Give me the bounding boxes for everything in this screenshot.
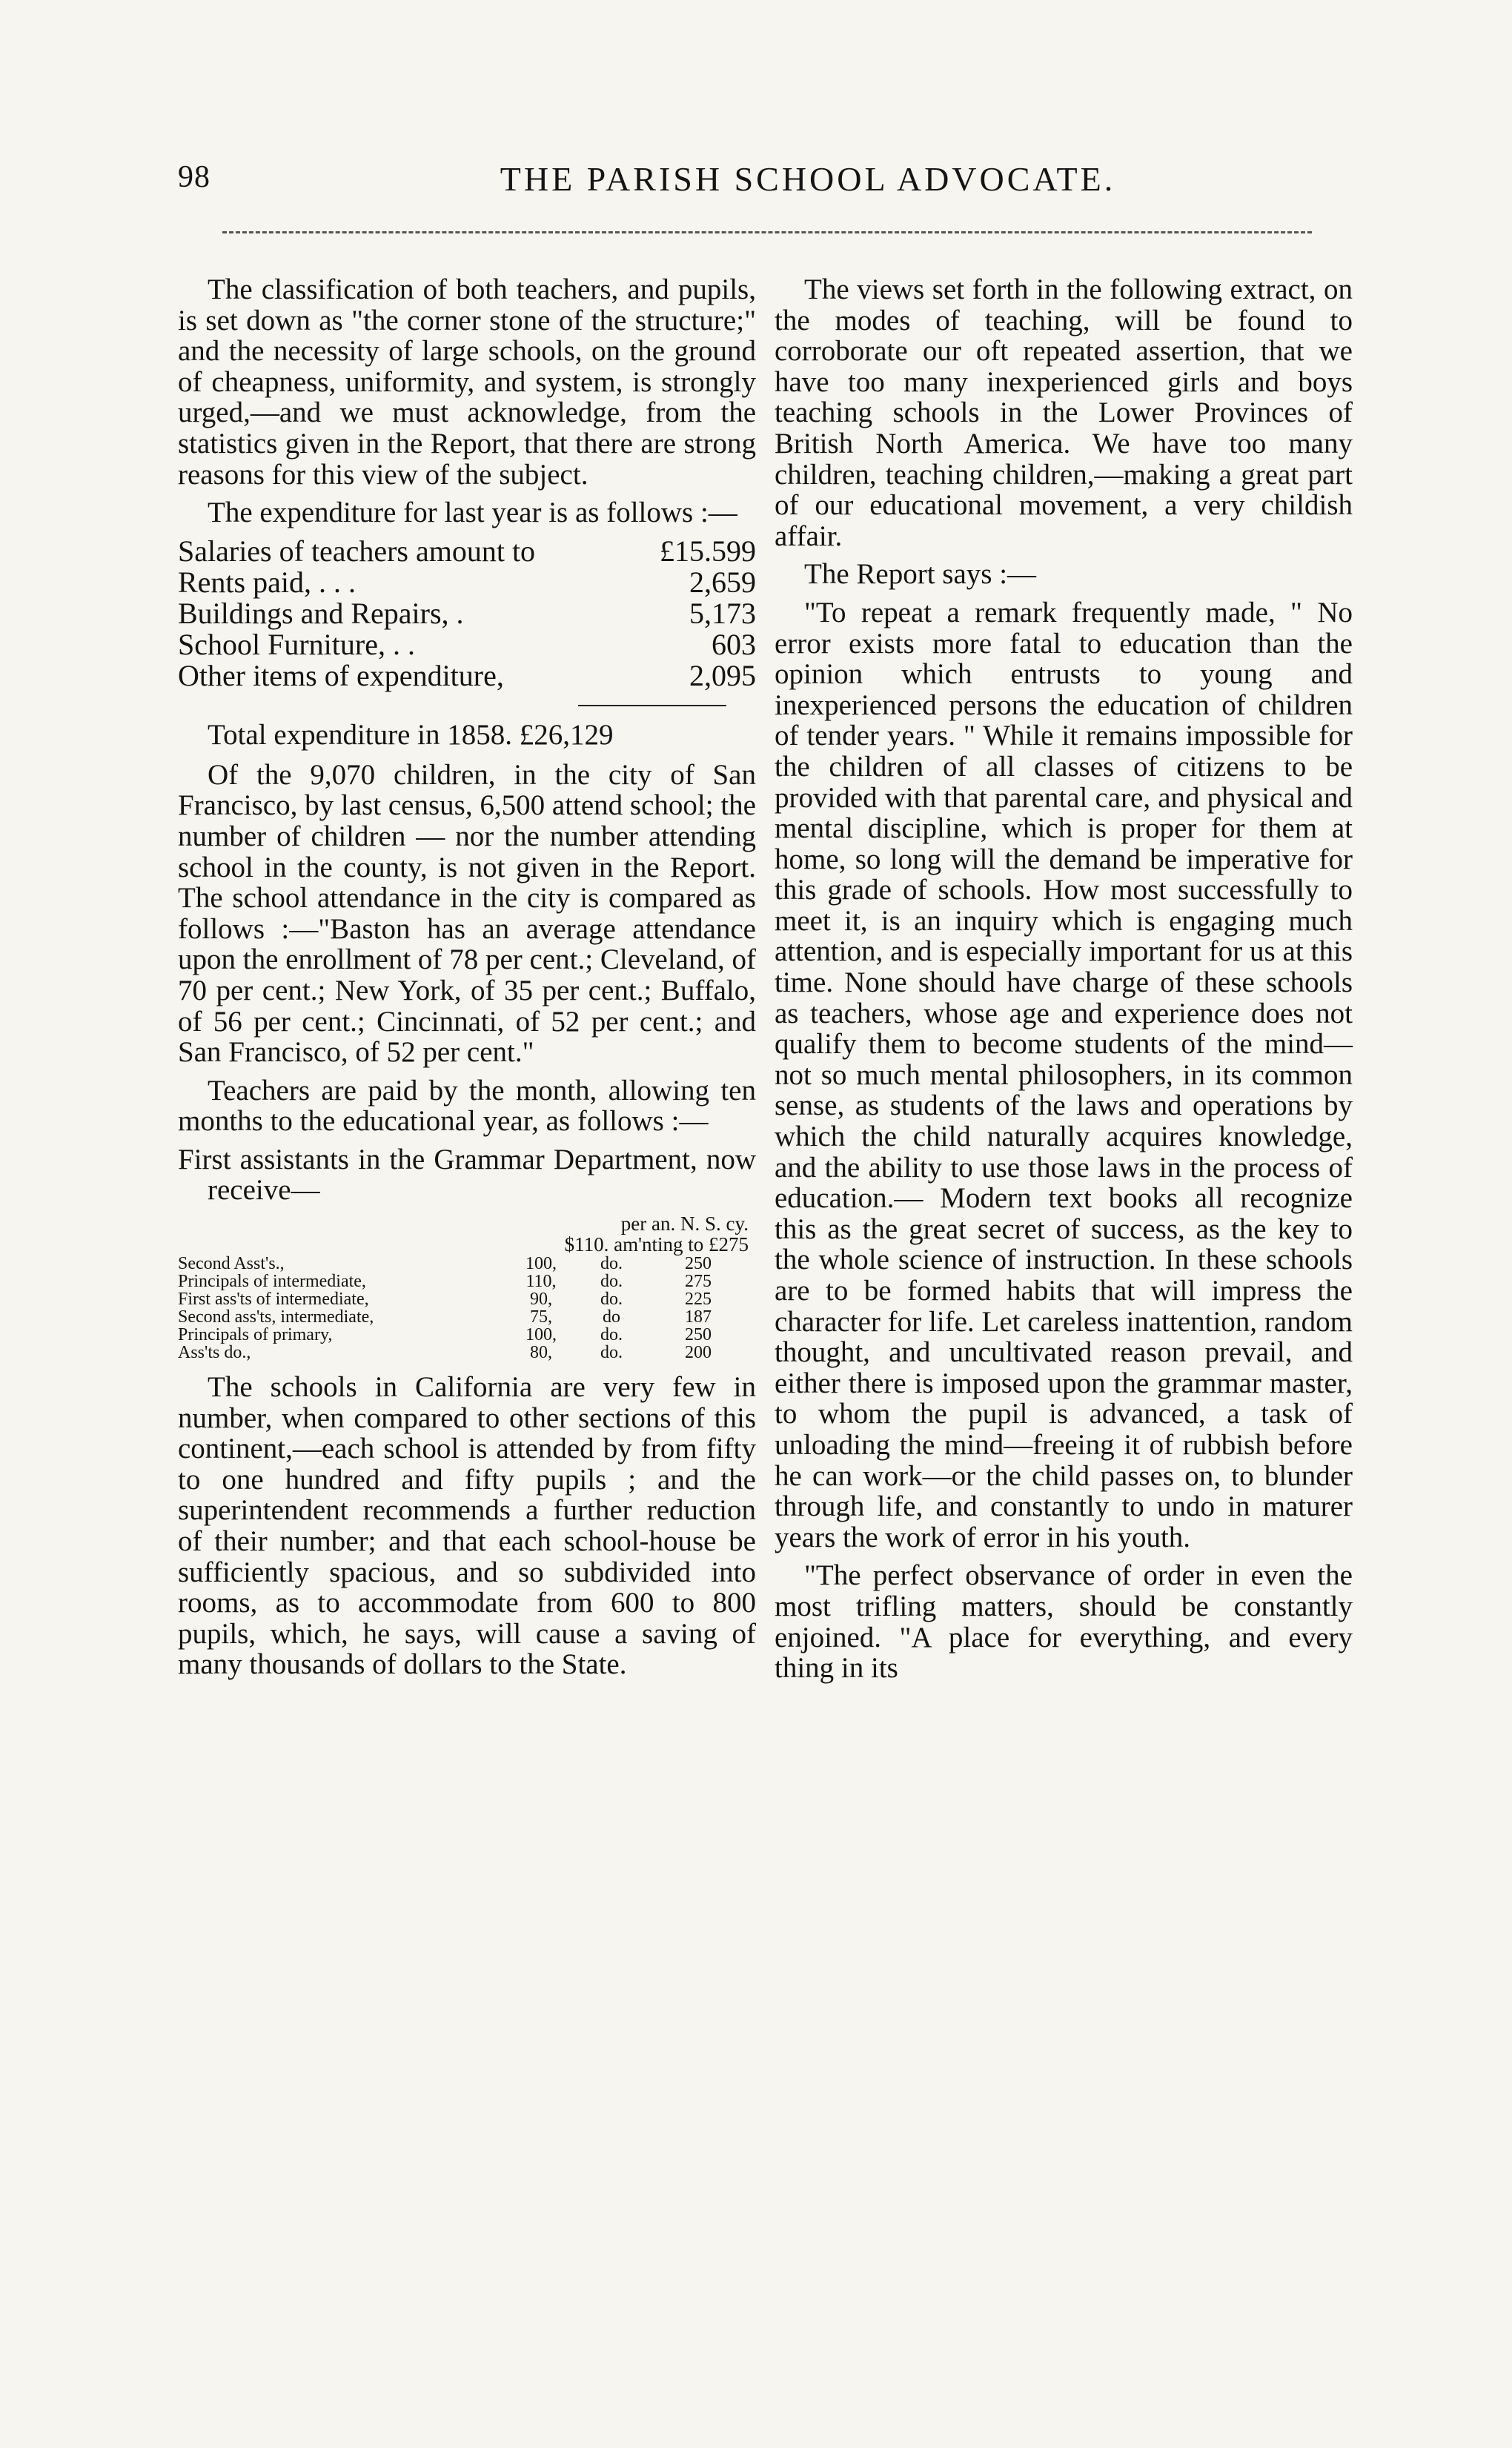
paragraph: The expenditure for last year is as follows :—	[208, 497, 737, 529]
paragraph: First assistants in the Grammar Department, now receive—	[178, 1143, 756, 1207]
salary-table-header	[178, 1213, 756, 1255]
expenditure-row	[178, 536, 756, 567]
expenditure-amount: 5,173	[689, 596, 756, 630]
salary-position: Principals of primary,	[178, 1325, 333, 1345]
salary-ditto: do.	[600, 1272, 623, 1292]
salary-annual: 200	[685, 1343, 712, 1363]
salary-header-line: $110. am'nting to £275	[564, 1233, 749, 1256]
salary-monthly: 75,	[530, 1307, 552, 1327]
salary-annual: 225	[685, 1290, 712, 1310]
paragraph: Teachers are paid by the month, allowing ten months to the educational year, as follows :—	[178, 1074, 756, 1138]
expenditure-row	[178, 567, 756, 598]
salary-ditto: do.	[600, 1254, 623, 1274]
salary-ditto: do.	[600, 1343, 623, 1363]
salary-ditto: do.	[600, 1325, 623, 1345]
salary-monthly: 80,	[530, 1343, 552, 1363]
salary-ditto: do	[603, 1307, 620, 1327]
expenditure-amount: £15.599	[660, 534, 756, 568]
expenditure-label: Other items of expenditure,	[178, 658, 504, 692]
salary-annual: 187	[685, 1307, 712, 1327]
table-row	[178, 1326, 756, 1344]
paragraph: The classification of both teachers, and pupils, is set down as "the corner stone of the structure;" and the necessity of large schools, on the ground of cheapness, uniformity, and system, is strongly urged,—and we must acknowledge, from the statistics given in the Report, that there are strong reasons for this view of the subject.	[178, 273, 756, 491]
paragraph: "To repeat a remark frequently made, " No error exists more fatal to education than the opinion which entrusts to young and inexperienced persons the education of children of tender years. " While it remains impossible for the children of all classes of citizens to be provided with that parental care, and physical and mental discipline, which is proper for them at home, so long will the demand be imperative for this grade of schools. How most successfully to meet it, is an inquiry which is engaging much attention, and is especially important for us at this time. None should have charge of these schools as teachers, whose age and experience does not qualify them to become students of the mind—not so much mental philosophers, in its common sense, as students of the laws and operations by which the child naturally acquires knowledge, and the ability to use those laws in the process of education.— Modern text books all recognize this as the great secret of success, as the key to the whole science of instruction. In these schools are to be formed habits that will impress the character for life. Let careless inattention, random thought, and uncultivated reason prevail, and either there is imposed upon the grammar master, to whom the pupil is advanced, a task of unloading the mind—freeing it of rubbish before he can work—or the child passes on, to blunder through life, and constantly to undo in maturer years the work of error in his youth.	[775, 596, 1353, 1553]
paragraph: The Report says :—	[804, 558, 1037, 591]
table-row	[178, 1273, 756, 1290]
expenditure-table	[178, 536, 756, 691]
expenditure-label: Salaries of teachers amount to	[178, 534, 536, 568]
right-column	[775, 274, 1353, 1691]
salary-header-line: per an. N. S. cy.	[620, 1213, 749, 1235]
paragraph: The schools in California are very few in number, when compared to other sections of this continent,—each school is attended by from fifty to one hundred and fifty pupils ; and the superintendent recommends a further reduction of their number; and that each school-house be sufficiently spacious, and so subdivided into rooms, as to accommodate from 600 to 800 pupils, which, he says, will cause a saving of many thousands of dollars to the State.	[178, 1371, 756, 1681]
header-rule	[222, 231, 1312, 233]
table-row	[178, 1344, 756, 1361]
table-row	[178, 1255, 756, 1273]
table-row	[178, 1308, 756, 1326]
expenditure-row	[178, 660, 756, 691]
paragraph: Of the 9,070 children, in the city of San Francisco, by last census, 6,500 attend school; the number of children — nor the number attending school in the county, is not given in the Report. The school attendance in the city is compared as follows :—"Baston has an average attendance upon the enrollment of 78 per cent.; Cleveland, of 70 per cent.; New York, of 35 per cent.; Buffalo, of 56 per cent.; Cincinnati, of 52 per cent.; and San Francisco, of 52 per cent."	[178, 758, 756, 1069]
total-expenditure: Total expenditure in 1858. £26,129	[208, 718, 614, 751]
expenditure-amount: 2,659	[689, 565, 756, 599]
left-column	[178, 274, 756, 1688]
salary-monthly: 110,	[525, 1272, 557, 1292]
salary-position: Ass'ts do.,	[178, 1343, 251, 1363]
paragraph: The views set forth in the following extract, on the modes of teaching, will be found to corroborate our oft repeated assertion, that we have too many inexperienced girls and boys teaching schools in the Lower Provinces of British North America. We have too many children, teaching children,—making a great part of our educational movement, a very childish affair.	[775, 273, 1353, 552]
salary-ditto: do.	[600, 1290, 623, 1310]
table-row	[178, 1290, 756, 1308]
salary-annual: 275	[685, 1272, 712, 1292]
total-rule	[578, 705, 726, 706]
salary-table	[178, 1255, 756, 1361]
running-title: THE PARISH SCHOOL ADVOCATE.	[500, 160, 1116, 198]
expenditure-label: School Furniture, . .	[178, 627, 415, 661]
salary-position: Second ass'ts, intermediate,	[178, 1307, 374, 1327]
salary-annual: 250	[685, 1325, 712, 1345]
page-header	[178, 159, 1364, 211]
salary-position: Second Asst's.,	[178, 1254, 285, 1274]
expenditure-label: Buildings and Repairs, .	[178, 596, 464, 630]
expenditure-row	[178, 629, 756, 660]
expenditure-row	[178, 598, 756, 629]
expenditure-label: Rents paid, . . .	[178, 565, 356, 599]
salary-monthly: 90,	[530, 1290, 552, 1310]
paragraph: "The perfect observance of order in even the most trifling matters, should be constantly enjoined. "A place for everything, and every thing in its	[775, 1559, 1353, 1685]
expenditure-amount: 2,095	[689, 658, 756, 692]
salary-monthly: 100,	[525, 1325, 557, 1345]
page-number: 98	[178, 160, 210, 194]
salary-monthly: 100,	[525, 1254, 557, 1274]
salary-position: Principals of intermediate,	[178, 1272, 366, 1292]
salary-annual: 250	[685, 1254, 712, 1274]
expenditure-amount: 603	[712, 627, 756, 661]
salary-position: First ass'ts of intermediate,	[178, 1290, 369, 1310]
